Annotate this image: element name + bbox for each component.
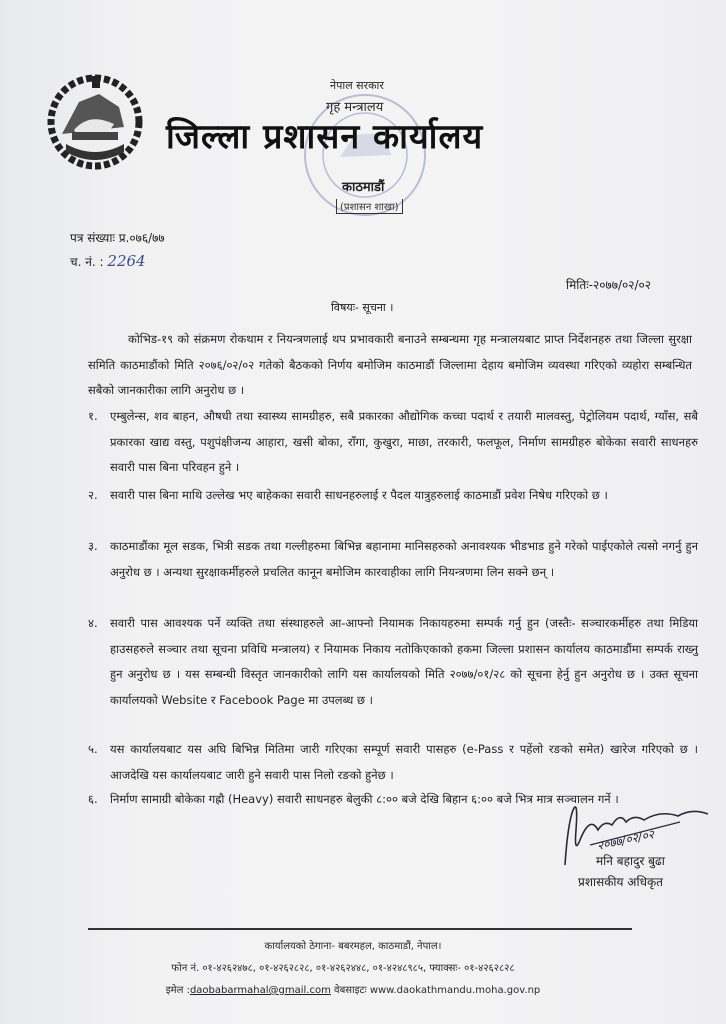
letter-number-label: पत्र संख्याः	[70, 231, 115, 245]
email-link[interactable]: daobabarmahal@gmail.com	[189, 985, 331, 996]
ministry-label: गृह मन्त्रालय	[326, 100, 384, 115]
item-text: निर्माण सामाग्री बोकेका गह्रौ (Heavy) सवारी साधनहरु बेलुकी ८:०० बजे देखि बिहान ६:०० बजे भित्र मात्र सञ्चालन गर्ने ।	[110, 792, 619, 806]
branch-label: (प्रशासन शाखा)	[336, 199, 403, 214]
footer-address: कार्यालयको ठेगाना- बबरमहल, काठमाडौं, नेपाल।	[264, 941, 442, 952]
svg-text:२०७७/०२/०२: २०७७/०२/०२	[595, 827, 656, 853]
footer-contact	[0, 982, 716, 996]
email-label: इमेल :	[165, 985, 190, 996]
district-label: काठमाडौं	[342, 180, 385, 195]
date-label: मितिः-	[566, 278, 593, 292]
nepal-emblem-icon	[44, 72, 146, 170]
item-text: एम्बुलेन्स, शव बाहन, औषधी तथा स्वास्थ्य सामग्रीहरु, सबै प्रकारका औद्योगिक कच्चा पदार्थ र तयारी मालवस्तु, पेट्रोलियम पदार्थ, ग्याँस, सबै प्रकारका खाद्य वस्तु, पशुपंक्षीजन्य आहारा, खसी बोका, राँगा, कुखुरा, माछा, तरकारी, फलफूल, निर्माण सामग्रीहरु बोकेका सवारी साधनहरु सवारी पास बिना परिवहन हुने ।	[110, 409, 698, 474]
website-label: वेबसाइटः	[334, 985, 367, 996]
signer-name: मनि बहादुर बुढा	[596, 854, 665, 868]
letter-number	[70, 229, 165, 246]
government-label: नेपाल सरकार	[330, 79, 384, 92]
notice-item-4	[88, 611, 698, 713]
date-value: २०७७/०२/०२	[593, 278, 652, 292]
footer-phone: फोन नं. ०१-४२६२४७८, ०१-४२६२८२८, ०१-४२६२४४८, ०१-४२४८९८५, फ्याक्सः- ०१-४२६२८२८	[171, 963, 515, 974]
notice-date	[566, 276, 651, 293]
dispatch-number-label: च. नं. :	[70, 255, 104, 269]
subject-line: विषयः- सूचना ।	[331, 301, 394, 314]
item-number: २.	[88, 488, 98, 502]
item-number: १.	[88, 409, 98, 423]
office-title: जिल्ला प्रशासन कार्यालय	[166, 117, 484, 157]
notice-item-2	[88, 483, 698, 509]
notice-item-1	[88, 404, 698, 481]
notice-item-5	[88, 737, 698, 788]
item-number: ५.	[88, 742, 98, 756]
item-text: सवारी पास आवश्यक पर्ने व्यक्ति तथा संस्थाहरुले आ-आफ्नो नियामक निकायहरुमा सम्पर्क गर्नु हुन (जस्तैः- सञ्चारकर्मीहरु तथा मिडिया हाउसहरुले सञ्चार तथा सूचना प्रविधि मन्त्रालय) र नियामक निकाय नतोकिएकाको हकमा जिल्ला प्रशासन कार्यालय काठमाडौंमा सम्पर्क राख्नु हुन अनुरोध छ । यस सम्बन्धी विस्तृत जानकारीको लागि यस कार्यालयको मिति २०७७/०१/२८ को सूचना हेर्नु हुन अनुरोध छ । उक्त सूचना कार्यालयको Website र Facebook Page मा उपलब्ध छ ।	[110, 616, 698, 707]
item-text: सवारी पास बिना माथि उल्लेख भए बाहेकका सवारी साधनहरुलाई र पैदल यात्रुहरुलाई काठमाडौं प्रवेश निषेध गरिएको छ ।	[110, 488, 608, 502]
footer-divider	[88, 928, 632, 930]
notice-item-3	[88, 534, 698, 585]
dispatch-number	[70, 252, 146, 270]
dispatch-number-value: 2264	[107, 252, 146, 270]
letter-number-value: प्र.०७६/७७	[118, 231, 165, 245]
website-link[interactable]: www.daokathmandu.moha.gov.np	[369, 985, 541, 996]
item-text: यस कार्यालयबाट यस अघि बिभिन्न मितिमा जारी गरिएका सम्पूर्ण सवारी पासहरु (e-Pass र पहेंलो रङको समेत) खारेज गरिएको छ । आजदेखि यस कार्यालयबाट जारी हुने सवारी पास निलो रङको हुनेछ ।	[110, 742, 698, 782]
item-number: ४.	[88, 616, 98, 630]
intro-paragraph: कोभिड-१९ को संक्रमण रोकथाम र नियन्त्रणलाई थप प्रभावकारी बनाउने सम्बन्धमा गृह मन्त्रालयबाट प्राप्त निर्देशनहरु तथा जिल्ला सुरक्षा समिति काठमाडौंको मिति २०७६/०२/०२ गतेको बैठकको निर्णय बमोजिम काठमाडौं जिल्लामा देहाय बमोजिम व्यवस्था गरिएको व्यहोरा सम्बन्धित सबैको जानकारीका लागि अनुरोध छ ।	[88, 332, 692, 397]
item-number: ३.	[88, 539, 98, 553]
signer-designation: प्रशासकीय अधिकृत	[578, 875, 664, 889]
item-number: ६.	[88, 792, 98, 806]
item-text: काठमाडौंका मूल सडक, भित्री सडक तथा गल्लीहरुमा बिभिन्न बहानामा मानिसहरुको अनावश्यक भीडभाड हुने गरेको पाईएकोले त्यसो नगर्नु हुन अनुरोध छ । अन्यथा सुरक्षाकर्मीहरुले प्रचलित कानून बमोजिम कारवाहीका लागि नियन्त्रणमा लिन सक्ने छन् ।	[110, 539, 698, 579]
